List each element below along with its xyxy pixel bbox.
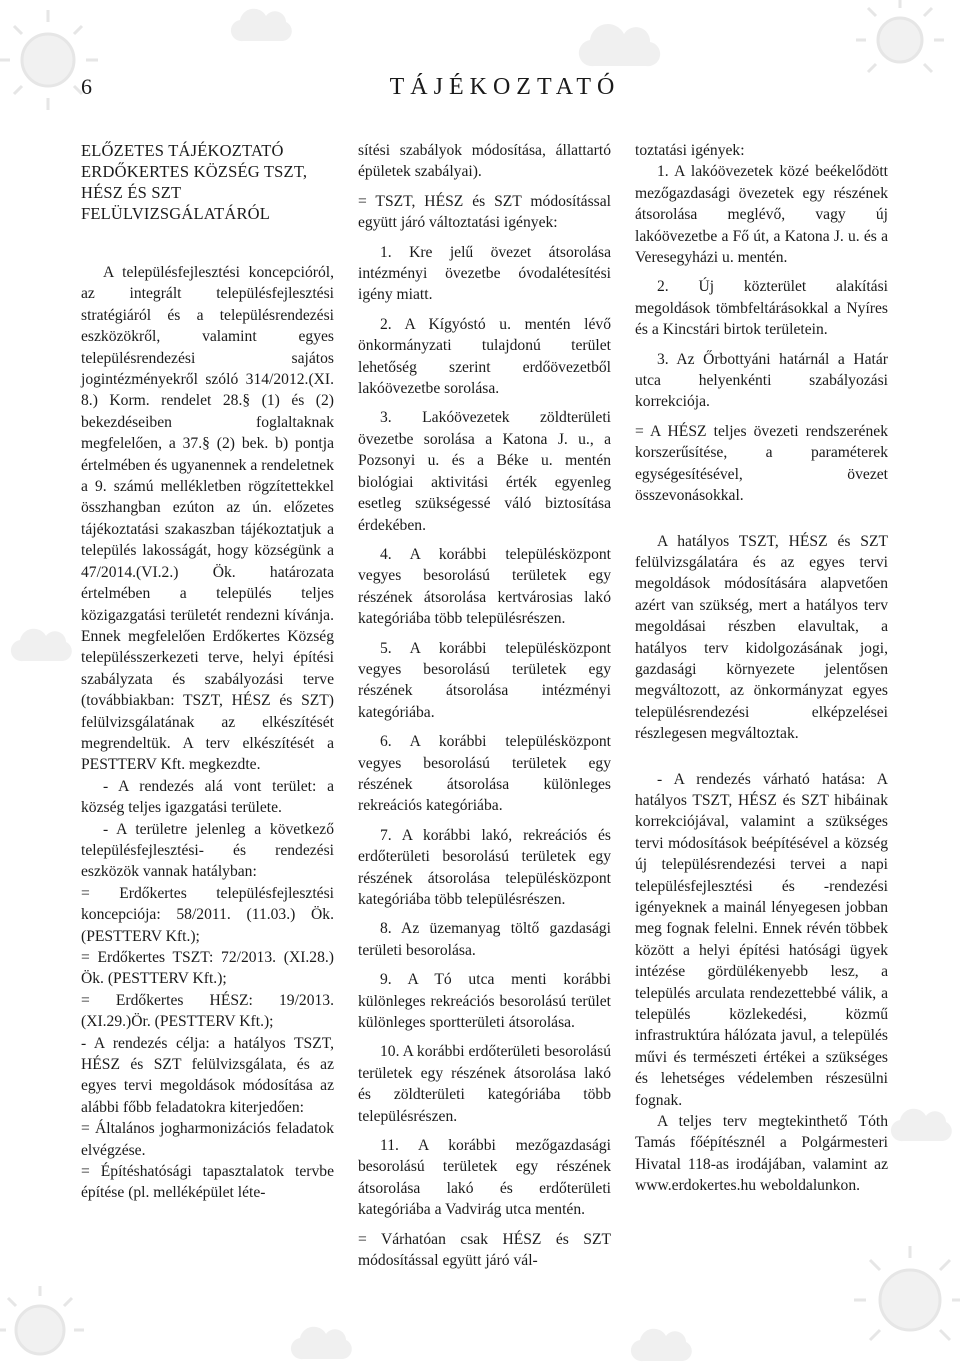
sun-decoration-icon <box>854 1246 960 1340</box>
cloud-decoration-icon <box>631 1329 692 1361</box>
list-item: 9. A Tó utca menti korábbi különleges rekreációs besorolású terület különleges sportterületi átsorolása. <box>358 971 611 1032</box>
list-item: 1. A lakóövezetek közé beékelődött mezőgazdasági övezetek egy részének átsorolása meglévő, vagy új lakóövezetbe a Fő út, a Katona J. u. és a Veresegyházi u. mentén. <box>635 163 888 267</box>
list-item: 5. A korábbi településközpont vegyes besorolású területek egy részének átsorolása intézményi kategóriába. <box>358 639 611 721</box>
paragraph: A településfejlesztési koncepcióról, az integrált településfejlesztési stratégiáról és a településrendezési eszközökről, valamint egyes településrendezési sajátos jogintézményekről szóló 314/2012.(XI. 8.) Korm. rendelet 28.§ (1) és (2) bekezdéseiben foglaltaknak megfelelően, a 37.§ (2) bek. b) pontja értelmében és ugyanennek a rendeletnek a 9. számú mellékletben rögzítettekkel összhangban ezúton az ún. előzetes tájékoztatási szakaszban tájékoztatjuk a település lakosságát, hogy községünk a 47/2014.(VI.2.) Ök. határozata értelmében a település teljes közigazgatási területét rendezni kívánja. Ennek megfelelően Erdőkertes Község településszerkezeti terve, helyi építési szabályzata és szabályozási terve (továbbiakban: TSZT, HÉSZ és SZT) felülvizsgálatának az elkészítését megrendeltük. A terv elkészítését a PESTTERV Kft. megkezdte. <box>81 264 334 774</box>
sun-decoration-icon <box>0 1286 84 1354</box>
list-item: 6. A korábbi településközpont vegyes besorolású területek egy részének átsorolása különleges rekreációs kategóriába. <box>358 733 611 815</box>
list-item: 4. A korábbi településközpont vegyes besorolású területek egy részének átsorolása kertvárosias lakó kategóriába több településrészen. <box>358 545 611 628</box>
cloud-decoration-icon <box>291 1327 352 1359</box>
list-item: = Erdőkertes HÉSZ: 19/2013. (XI.29.)Ör. (PESTTERV Kft.); <box>81 991 334 1031</box>
list-item: 8. Az üzemanyag töltő gazdasági területi besorolása. <box>358 920 611 959</box>
list-item: 7. A korábbi lakó, rekreációs és erdőterületi besorolású területek egy részének átsorolása településközpont kategóriába több településrészen. <box>358 826 611 908</box>
list-item: = Építéshatósági tapasztalatok tervbe építése (pl. melléképület léte- <box>81 1163 334 1202</box>
paragraph: - A rendezés célja: a hatályos TSZT, HÉSZ és SZT felülvizsgálata, és az egyes tervi megoldások módosítása az alábbi főbb feladatokra kiterjedően: <box>81 1034 334 1116</box>
cloud-decoration-icon <box>11 629 72 661</box>
paragraph: sítési szabályok módosítása, állattartó épületek szabályai). <box>358 142 611 181</box>
list-item: 3. Az Őrbottyáni határnál a Határ utca helyenkénti szabályozási korrekciója. <box>635 350 888 411</box>
list-item: = TSZT, HÉSZ és SZT módosítással együtt járó változtatási igények: <box>358 192 611 232</box>
paragraph: toztatási igények: <box>635 142 745 159</box>
column-2 <box>358 140 611 1272</box>
column-3 <box>635 140 888 1197</box>
paragraph: A hatályos TSZT, HÉSZ és SZT felülvizsgálatára és az egyes tervi megoldások módosítására alapvetően azért van szükség, mert a hatályos terv megoldásai részben elavultak, a hatályos terv kidolgozásának jogi, gazdasági környezete jelentősen megváltozott, az önkormányzat egyes településrendezési elképzelései részlegesen megváltoztak. <box>635 532 888 743</box>
cloud-decoration-icon <box>891 1109 952 1141</box>
article-heading: ELŐZETES TÁJÉKOZTATÓ ERDŐKERTES KÖZSÉG TSZT, HÉSZ ÉS SZT FELÜLVIZSGÁLATÁRÓL <box>81 141 308 223</box>
list-item: 3. Lakóövezetek zöldterületi övezetbe sorolása a Katona J. u., a Pozsonyi u. és a Béke u. mentén biológiai aktivitási érték egyenleg esetleg szükségessé váló biztosítása érdekében. <box>358 409 611 534</box>
column-1 <box>81 140 334 1204</box>
list-item: 2. A Kígyóstó u. mentén lévő önkormányzati tulajdonú terület lehetőség szerint erdőövezetből lakóövezetbe sorolása. <box>358 315 611 398</box>
list-item: 10. A korábbi erdőterületi besorolású területek egy részének átsorolása lakó és zöldterületi kategóriába több településrészen. <box>358 1043 611 1125</box>
list-item: = Erdőkertes TSZT: 72/2013. (XI.28.) Ök. (PESTTERV Kft.); <box>81 949 334 988</box>
list-item: 11. A korábbi mezőgazdasági besorolású területek egy részének átsorolása lakó és erdőterületi kategóriába a Vadvirág utca mentén. <box>358 1137 611 1219</box>
list-item: = A HÉSZ teljes övezeti rendszerének korszerűsítése, a paraméterek egységesítésével, övezet összevonásokkal. <box>635 422 888 505</box>
paragraph: A teljes terv megtekinthető Tóth Tamás főépítésznél a Polgármesteri Hivatal 118-as irodájában, valamint az www.erdokertes.hu weboldalunkon. <box>635 1113 888 1195</box>
paragraph: - A rendezés alá vont terület: a község teljes igazgatási területe. <box>81 777 334 817</box>
cloud-decoration-icon <box>579 24 660 66</box>
page-number: 6 <box>81 74 92 99</box>
list-item: = Erdőkertes településfejlesztési koncepciója: 58/2011. (11.03.) Ök. (PESTTERV Kft.); <box>81 884 334 945</box>
list-item: = Általános jogharmonizációs feladatok elvégzése. <box>81 1120 334 1159</box>
page-title: TÁJÉKOZTATÓ <box>389 74 621 100</box>
paragraph: - A rendezés várható hatása: A hatályos TSZT, HÉSZ és SZT hibáinak korrekciójával, valamint a szükséges tervi módosítások beépítésével a község új településrendezési tervei a napi településfejlesztési és -rendezési igényeknek a mainál lényegesen jobban meg fognak felelni. Ennek révén többek között a helyi építési hatósági ügyek intézése gördülékenyebb lesz, a település arculata rendezettebbé válik, a település közlekedési, közmű infrastruktúra hálózata javul, a település művi és természeti értékei a szükséges és lehetséges védelemben részesülni fognak. <box>635 770 888 1109</box>
list-item: 2. Új közterület alakítási megoldások tömbfeltárásokkal a Nyíres és a Kincstári birtok területein. <box>635 278 888 339</box>
sun-decoration-icon <box>856 0 944 72</box>
paragraph: - A területre jelenleg a következő településfejlesztési- és rendezési eszközök vannak hatályban: <box>81 820 334 881</box>
list-item: = Várhatóan csak HÉSZ és SZT módosítással együtt járó vál- <box>358 1230 611 1270</box>
list-item: 1. Kre jelű övezet átsorolása intézményi övezetbe óvodalétesítési igény miatt. <box>358 243 611 304</box>
cloud-decoration-icon <box>231 9 292 41</box>
